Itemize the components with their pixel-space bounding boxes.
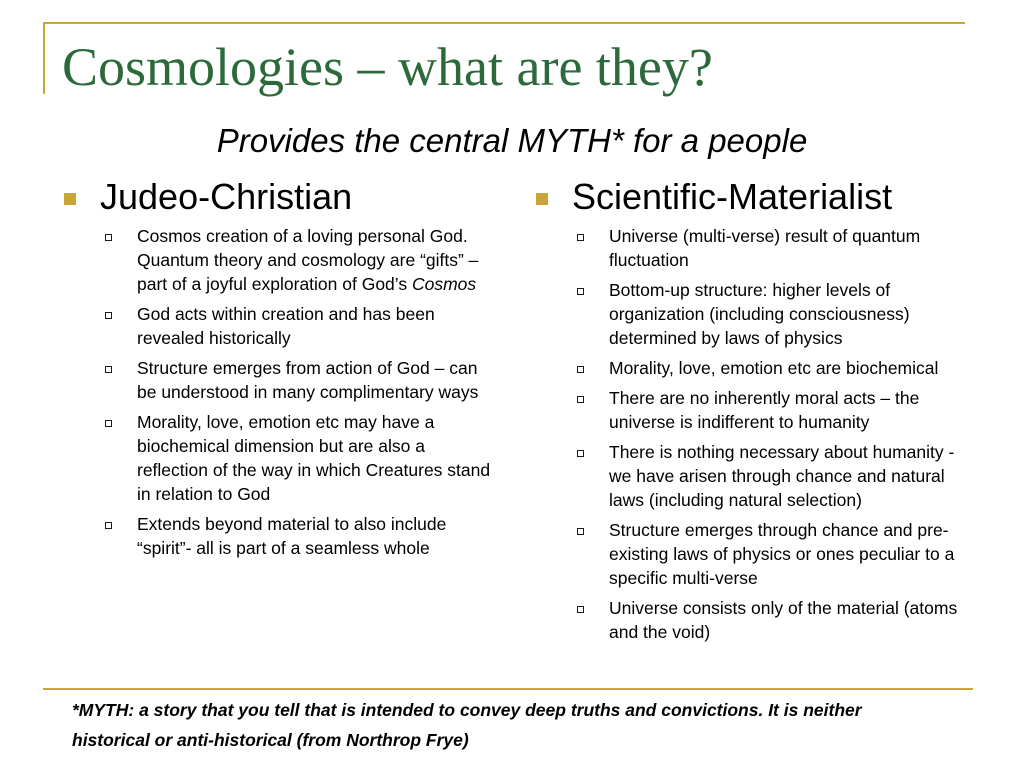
square-bullet-icon [536, 193, 548, 205]
list-item-text: God acts within creation and has been revealed historically [137, 304, 435, 348]
scientific-materialist-column [532, 174, 972, 650]
list-item-emphasis: Cosmos [411, 274, 477, 294]
hollow-square-bullet-icon [105, 366, 112, 373]
scientific-materialist-heading [532, 174, 972, 220]
list-item [60, 302, 500, 350]
hollow-square-bullet-icon [577, 528, 584, 535]
hollow-square-bullet-icon [577, 606, 584, 613]
list-item [532, 278, 972, 350]
slide-subtitle: Provides the central MYTH* for a people [216, 122, 808, 159]
list-item-text: Universe consists only of the material (atoms and the void) [609, 598, 958, 642]
list-item-text: Structure emerges through chance and pre-existing laws of physics or ones peculiar to a specific multi-verse [609, 520, 955, 588]
scientific-materialist-heading-text: Scientific-Materialist [572, 176, 893, 217]
title-frame-left-rule [43, 22, 45, 94]
hollow-square-bullet-icon [105, 234, 112, 241]
judeo-christian-heading-text: Judeo-Christian [100, 176, 353, 217]
list-item-text: Morality, love, emotion etc may have a biochemical dimension but are also a reflection of the way in which Creatures stand in relation to God [137, 412, 491, 504]
footnote: *MYTH: a story that you tell that is intended to convey deep truths and convictions. It is neither historical or anti-historical (from Northrop Frye) [72, 700, 862, 750]
list-item [532, 596, 972, 644]
hollow-square-bullet-icon [105, 420, 112, 427]
list-item [60, 512, 500, 560]
list-item-text: Universe (multi-verse) result of quantum fluctuation [609, 226, 921, 270]
hollow-square-bullet-icon [577, 396, 584, 403]
list-item [60, 356, 500, 404]
scientific-materialist-list [532, 224, 972, 644]
slide-title: Cosmologies – what are they? [62, 37, 713, 97]
list-item-text: Cosmos creation of a loving personal God. Quantum theory and cosmology are “gifts” – part of a joyful exploration of God’s [137, 226, 479, 294]
hollow-square-bullet-icon [577, 450, 584, 457]
footnote-divider [43, 688, 973, 690]
list-item-text: Structure emerges from action of God – can be understood in many complimentary ways [137, 358, 479, 402]
judeo-christian-column [60, 174, 500, 566]
list-item [532, 356, 972, 380]
hollow-square-bullet-icon [577, 234, 584, 241]
list-item-text: Bottom-up structure: higher levels of organization (including consciousness) determined by laws of physics [609, 280, 910, 348]
hollow-square-bullet-icon [577, 366, 584, 373]
list-item [60, 410, 500, 506]
list-item-text: There are no inherently moral acts – the universe is indifferent to humanity [609, 388, 920, 432]
list-item [532, 386, 972, 434]
hollow-square-bullet-icon [577, 288, 584, 295]
list-item-text: Extends beyond material to also include “spirit”- all is part of a seamless whole [137, 514, 447, 558]
judeo-christian-heading [60, 174, 500, 220]
square-bullet-icon [64, 193, 76, 205]
list-item [532, 440, 972, 512]
list-item [60, 224, 500, 296]
hollow-square-bullet-icon [105, 522, 112, 529]
list-item-text: There is nothing necessary about humanity - we have arisen through chance and natural laws (including natural selection) [609, 442, 955, 510]
judeo-christian-list [60, 224, 500, 560]
title-frame-top-rule [43, 22, 965, 24]
list-item [532, 224, 972, 272]
hollow-square-bullet-icon [105, 312, 112, 319]
list-item-text: Morality, love, emotion etc are biochemical [609, 358, 939, 378]
list-item [532, 518, 972, 590]
